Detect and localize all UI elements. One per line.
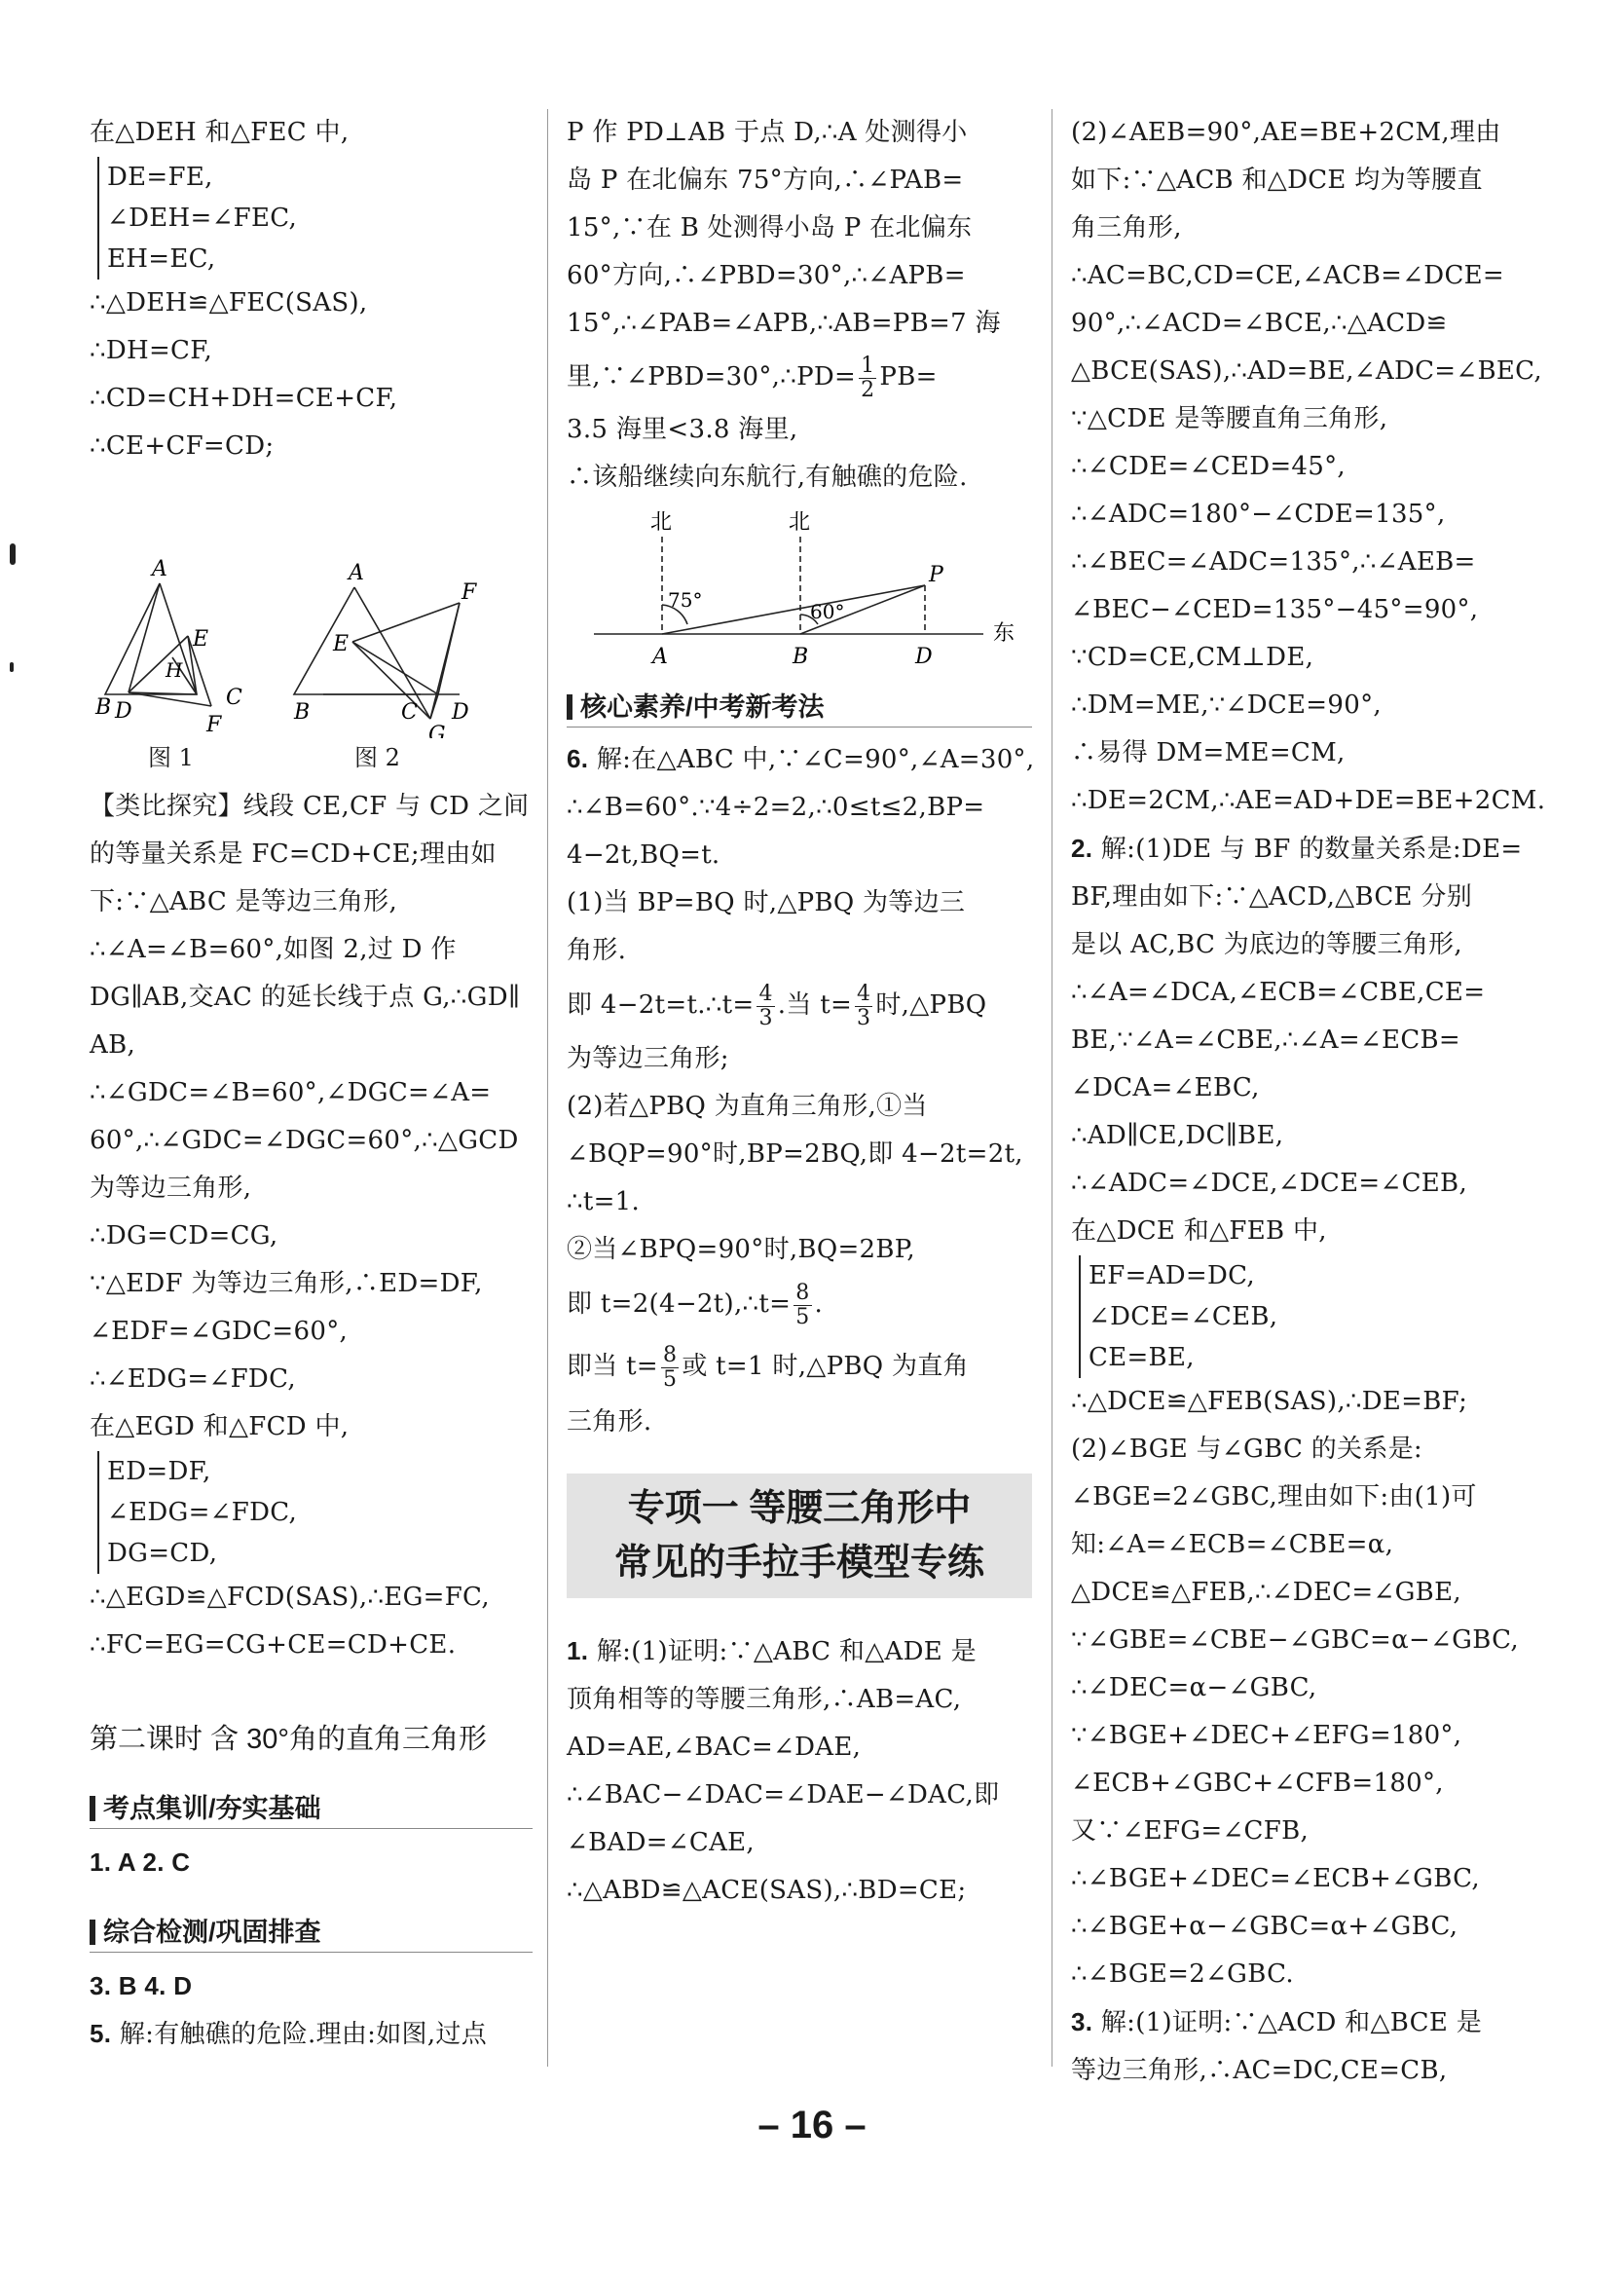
text-line: ∴△EGD≌△FCD(SAS),∴EG=FC, — [90, 1583, 490, 1612]
label-a: A — [652, 645, 668, 669]
text-line: ∵△CDE 是等腰直角三角形, — [1071, 404, 1388, 433]
fig1-triangle-abc — [105, 583, 197, 694]
text-line: 角形. — [567, 936, 627, 965]
angle-60-label: 60° — [810, 600, 845, 623]
numerator: 4 — [857, 981, 871, 1006]
text-span: 时,△PBQ — [875, 990, 987, 1020]
column-separator — [547, 109, 548, 2067]
question-3 — [1071, 1998, 1538, 2047]
section-heading — [90, 1912, 533, 1955]
numerator: 8 — [663, 1342, 678, 1367]
fraction — [757, 983, 774, 1030]
text-line: ∴∠B=60°.∵4÷2=2,∴0≤t≤2,BP= — [567, 793, 985, 822]
figure-captions — [90, 738, 533, 783]
text-line: ②当∠BPQ=90°时,BQ=2BP, — [567, 1235, 915, 1264]
text-line: ∵∠GBE=∠CBE−∠GBC=α−∠GBC, — [1071, 1625, 1519, 1655]
text-line: 是以 AC,BC 为底边的等腰三角形, — [1071, 930, 1462, 959]
answer-line: 1. A 2. C — [90, 1847, 191, 1877]
brace-line: EF=AD=DC, — [1089, 1261, 1255, 1290]
text-line: 角三角形, — [1071, 213, 1182, 243]
text-line: 等边三角形,∴AC=DC,CE=CB, — [1071, 2056, 1448, 2085]
text-line: ∴AD∥CE,DC∥BE, — [1071, 1121, 1284, 1150]
question-number: 3. — [1071, 2007, 1093, 2036]
north-label-1: 北 — [650, 510, 673, 535]
fraction — [661, 1344, 679, 1392]
fig2-label-e: E — [333, 632, 350, 656]
text-line: ∴FC=EG=CG+CE=CD+CE. — [90, 1630, 457, 1660]
text-line: (1)当 BP=BQ 时,△PBQ 为等边三 — [567, 888, 966, 917]
question-number: 6. — [567, 744, 589, 773]
brace-system — [1079, 1255, 1538, 1378]
lesson-title: 第二课时 含 30°角的直角三角形 — [90, 1724, 487, 1755]
brace-line: CE=BE, — [1089, 1343, 1195, 1372]
text-line: AB, — [90, 1030, 136, 1060]
text-line — [567, 1274, 1032, 1334]
label-p: P — [929, 563, 943, 587]
text-line: 又∵∠EFG=∠CFB, — [1071, 1816, 1310, 1846]
text-line: 90°,∴∠ACD=∠BCE,∴△ACD≌ — [1071, 309, 1448, 338]
fig1-label-b: B — [95, 695, 112, 720]
text-line: ∴∠BGE+∠DEC=∠ECB+∠GBC, — [1071, 1864, 1480, 1893]
text-line: 知:∠A=∠ECB=∠CBE=α, — [1071, 1530, 1394, 1559]
text-line: ∠BGE=2∠GBC,理由如下:由(1)可 — [1071, 1482, 1477, 1511]
text-line: ∴∠DEC=α−∠GBC, — [1071, 1673, 1317, 1702]
north-label-2: 北 — [789, 510, 811, 535]
brace-system — [97, 1451, 533, 1574]
text-line: (2)若△PBQ 为直角三角形,①当 — [567, 1092, 928, 1121]
text-line: △BCE(SAS),∴AD=BE,∠ADC=∠BEC, — [1071, 356, 1542, 386]
text-line: ∴△DCE≌△FEB(SAS),∴DE=BF; — [1071, 1387, 1468, 1416]
text-line: 下:∵△ABC 是等边三角形, — [90, 887, 398, 916]
brace-line: ED=DF, — [107, 1457, 211, 1486]
section-heading-text: 考点集训/夯实基础 — [103, 1794, 321, 1823]
text-line: ∵CD=CE,CM⊥DE, — [1071, 643, 1314, 672]
text-line: BE,∵∠A=∠CBE,∴∠A=∠ECB= — [1071, 1026, 1461, 1055]
column-left — [90, 109, 533, 2059]
brace-line: ∠DEH=∠FEC, — [107, 204, 298, 233]
text-span: 即 4−2t=t.∴t= — [567, 990, 755, 1020]
text-line: AD=AE,∠BAC=∠DAE, — [567, 1733, 862, 1762]
fig1-label-d: D — [115, 699, 132, 724]
text-line: 60°方向,∴∠PBD=30°,∴∠APB= — [567, 261, 966, 290]
question-text: 解:在△ABC 中,∵∠C=90°,∠A=30°, — [588, 745, 1035, 774]
column-middle — [567, 109, 1035, 1915]
text-line: 为等边三角形; — [567, 1044, 729, 1073]
question-5 — [90, 2010, 533, 2059]
text-line: 如下:∵△ACB 和△DCE 均为等腰直 — [1071, 166, 1483, 195]
fig2-caption: 图 2 — [354, 744, 400, 771]
text-line: ∴∠BAC−∠DAC=∠DAE−∠DAC,即 — [567, 1780, 1000, 1810]
brace-line: ∠EDG=∠FDC, — [107, 1498, 298, 1527]
text-span: . — [814, 1289, 824, 1319]
text-line: DG∥AB,交AC 的延长线于点 G,∴GD∥ — [90, 983, 521, 1012]
text-line: 为等边三角形, — [90, 1174, 252, 1203]
text-line: ∴DH=CF, — [90, 336, 213, 365]
text-line: ∴∠ADC=∠DCE,∠DCE=∠CEB, — [1071, 1169, 1468, 1198]
text-span: 里,∵∠PBD=30°,∴PD= — [567, 362, 857, 392]
text-line: 岛 P 在北偏东 75°方向,∴∠PAB= — [567, 166, 964, 195]
text-line: ∠EDF=∠GDC=60°, — [90, 1317, 349, 1346]
text-line: ∴CD=CH+DH=CE+CF, — [90, 384, 398, 413]
fig2-label-c: C — [401, 700, 418, 725]
text-line: ∴∠GDC=∠B=60°,∠DGC=∠A= — [90, 1078, 492, 1107]
text-line: ∴∠BGE=2∠GBC. — [1071, 1959, 1294, 1989]
text-line: 3.5 海里<3.8 海里, — [567, 415, 798, 444]
text-line: BF,理由如下:∵△ACD,△BCE 分别 — [1071, 882, 1472, 912]
special-topic-banner — [567, 1474, 1032, 1598]
section-heading-text: 综合检测/巩固排查 — [103, 1918, 321, 1947]
question-6 — [567, 735, 1035, 784]
text-line: ∴∠ADC=180°−∠CDE=135°, — [1071, 500, 1446, 529]
figures-1-2 — [90, 480, 533, 738]
text-line: 15°,∴∠PAB=∠APB,∴AB=PB=7 海 — [567, 309, 1001, 338]
text-line: ∴△ABD≌△ACE(SAS),∴BD=CE; — [567, 1876, 967, 1905]
text-line — [567, 348, 1032, 406]
text-line: ∴∠A=∠B=60°,如图 2,过 D 作 — [90, 935, 457, 964]
label-d: D — [915, 645, 933, 669]
text-line: 在△EGD 和△FCD 中, — [90, 1412, 350, 1441]
text-line: 15°,∵在 B 处测得小岛 P 在北偏东 — [567, 213, 973, 243]
triangle-figures — [90, 480, 533, 738]
question-text: 解:(1)证明:∵△ABC 和△ADE 是 — [588, 1637, 977, 1666]
text-line: 顶角相等的等腰三角形,∴AB=AC, — [567, 1685, 962, 1714]
brace-line: DG=CD, — [107, 1539, 218, 1568]
text-line — [567, 1334, 1032, 1399]
text-line: (2)∠BGE 与∠GBC 的关系是: — [1071, 1435, 1422, 1464]
text-line: ∴△DEH≌△FEC(SAS), — [90, 288, 368, 317]
text-line: 在△DEH 和△FEC 中, — [90, 118, 350, 147]
fraction — [855, 983, 872, 1030]
fig2-label-d: D — [452, 700, 469, 725]
text-line: ∴该船继续向东航行,有触礁的危险. — [567, 463, 968, 492]
text-line: P 作 PD⊥AB 于点 D,∴A 处测得小 — [567, 118, 968, 147]
text-line: ∴∠A=∠DCA,∠ECB=∠CBE,CE= — [1071, 978, 1486, 1007]
fig2-label-f: F — [461, 580, 477, 605]
fig1-label-a: A — [152, 557, 167, 581]
question-number: 2. — [1071, 834, 1093, 863]
fig1-label-c: C — [226, 686, 242, 710]
fig1-label-f: F — [206, 713, 222, 737]
text-span: PB= — [879, 362, 938, 392]
text-line: ∵△EDF 为等边三角形,∴ED=DF, — [90, 1269, 483, 1298]
text-line: ∴∠CDE=∠CED=45°, — [1071, 452, 1346, 481]
question-text: 解:有触礁的危险.理由:如图,过点 — [111, 2020, 488, 2049]
text-span: 即当 t= — [567, 1352, 658, 1381]
question-2 — [1071, 825, 1538, 874]
denominator: 5 — [795, 1304, 810, 1329]
text-line: ∴AC=BC,CD=CE,∠ACB=∠DCE= — [1071, 261, 1505, 290]
question-text: 解:(1)证明:∵△ACD 和△BCE 是 — [1092, 2008, 1483, 2037]
angle-75-label: 75° — [668, 588, 703, 612]
special-topic-title-2: 常见的手拉手模型专练 — [613, 1543, 984, 1584]
text-span: 即 t=2(4−2t),∴t= — [567, 1289, 792, 1319]
binding-mark — [10, 543, 16, 565]
text-line: ∠BQP=90°时,BP=2BQ,即 4−2t=2t, — [567, 1139, 1023, 1169]
answer-line: 3. B 4. D — [90, 1971, 193, 2000]
text-line: ∴DM=ME,∵∠DCE=90°, — [1071, 690, 1382, 720]
fig1-caption: 图 1 — [148, 744, 194, 771]
brace-line: ∠DCE=∠CEB, — [1089, 1302, 1278, 1331]
text-line: ∴DE=2CM,∴AE=AD+DE=BE+2CM. — [1071, 786, 1546, 815]
text-line: ∴∠BGE+α−∠GBC=α+∠GBC, — [1071, 1912, 1458, 1941]
special-topic-title-1: 专项一 等腰三角形中 — [627, 1488, 972, 1529]
text-line: 4−2t,BQ=t. — [567, 840, 720, 870]
text-line: ∵∠BGE+∠DEC+∠EFG=180°, — [1071, 1721, 1462, 1750]
text-line: 在△DCE 和△FEB 中, — [1071, 1216, 1327, 1246]
bearing-diagram — [567, 507, 1032, 683]
question-text: 解:(1)DE 与 BF 的数量关系是:DE= — [1092, 835, 1523, 864]
text-line: ∠DCA=∠EBC, — [1071, 1073, 1260, 1102]
text-line: 三角形. — [567, 1407, 652, 1436]
text-line: ∠BEC−∠CED=135°−45°=90°, — [1071, 595, 1479, 624]
numerator: 8 — [795, 1280, 810, 1305]
denominator: 3 — [857, 1005, 871, 1030]
fig2-label-g: G — [428, 723, 446, 738]
column-right — [1071, 109, 1546, 2095]
brace-line: EH=EC, — [107, 244, 216, 274]
denominator: 2 — [861, 377, 875, 402]
east-label: 东 — [993, 621, 1015, 646]
navigation-figure — [567, 507, 1032, 683]
text-line: 60°,∴∠GDC=∠DGC=60°,∴△GCD — [90, 1126, 519, 1155]
brace-system — [97, 157, 533, 280]
text-line: 【类比探究】线段 CE,CF 与 CD 之间 — [90, 792, 530, 821]
fig1-label-e: E — [193, 627, 209, 652]
section-heading-text: 核心素养/中考新考法 — [580, 692, 825, 722]
text-line: △DCE≌△FEB,∴∠DEC=∠GBE, — [1071, 1578, 1461, 1607]
text-line: ∴CE+CF=CD; — [90, 431, 275, 461]
denominator: 5 — [663, 1366, 678, 1392]
text-line: ∠ECB+∠GBC+∠CFB=180°, — [1071, 1769, 1444, 1798]
question-number: 1. — [567, 1636, 589, 1665]
numerator: 4 — [758, 981, 773, 1006]
page-number: – 16 – — [757, 2104, 867, 2146]
denominator: 3 — [758, 1005, 773, 1030]
question-1 — [567, 1627, 1032, 1676]
fig1-label-h: H — [166, 658, 183, 682]
text-line: ∠BAD=∠CAE, — [567, 1828, 755, 1857]
fig2-label-b: B — [294, 700, 311, 725]
numerator: 1 — [861, 353, 875, 378]
fig2-label-a: A — [349, 561, 364, 585]
brace-line: DE=FE, — [107, 163, 213, 192]
question-number: 5. — [90, 2019, 112, 2048]
text-line: ∴∠EDG=∠FDC, — [90, 1364, 296, 1394]
text-line: ∴t=1. — [567, 1187, 641, 1216]
text-line — [567, 975, 1032, 1035]
fraction — [794, 1282, 811, 1329]
section-heading — [567, 687, 1032, 729]
text-span: 或 t=1 时,△PBQ 为直角 — [682, 1352, 969, 1381]
section-heading — [90, 1788, 533, 1831]
text-line: (2)∠AEB=90°,AE=BE+2CM,理由 — [1071, 118, 1501, 147]
binding-mark — [10, 662, 14, 672]
fraction — [859, 354, 876, 402]
text-line: 的等量关系是 FC=CD+CE;理由如 — [90, 840, 497, 869]
label-b: B — [793, 645, 809, 669]
text-line: ∴易得 DM=ME=CM, — [1071, 738, 1346, 767]
text-line: ∴DG=CD=CG, — [90, 1221, 278, 1250]
text-span: .当 t= — [777, 990, 853, 1020]
text-line: ∴∠BEC=∠ADC=135°,∴∠AEB= — [1071, 547, 1476, 577]
